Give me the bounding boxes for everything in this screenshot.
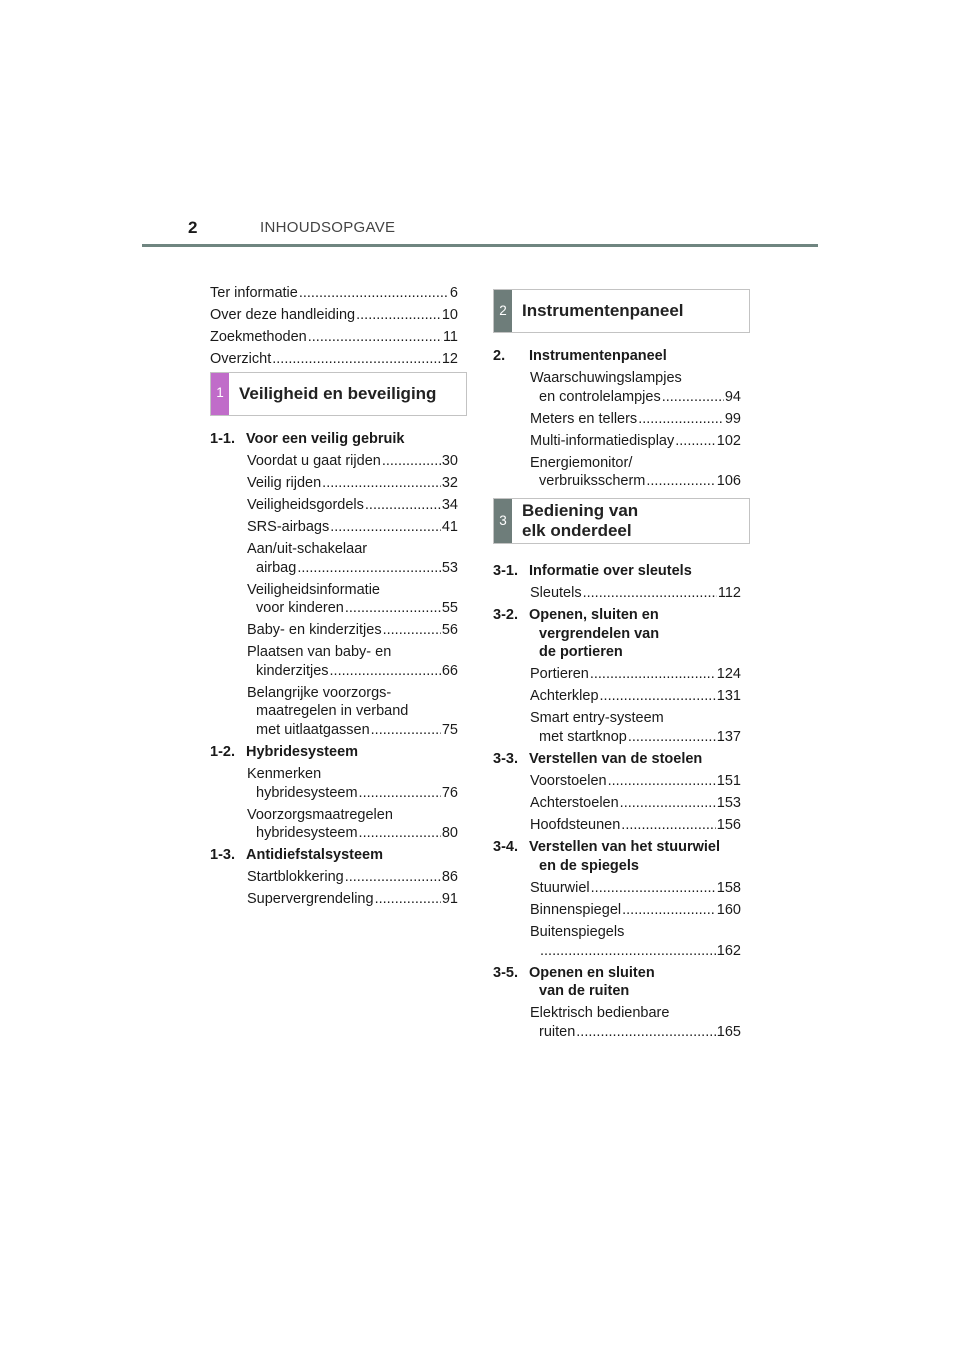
toc-entry[interactable]: Energiemonitor/ verbruiksscherm ..... 106: [530, 454, 741, 491]
toc-entry[interactable]: Smart entry-systeem met startknop ..... 137: [530, 709, 741, 746]
toc-entry[interactable]: SRS-airbags ..... 41: [247, 518, 458, 537]
toc-entry[interactable]: Veiligheidsgordels ..... 34: [247, 496, 458, 515]
section-tab-3: 3: [494, 499, 512, 543]
section-tab-1: 1: [211, 373, 229, 415]
page-number: 2: [188, 218, 198, 237]
toc-entry[interactable]: Waarschuwingslampjes en controlelampjes ..... 94: [530, 369, 741, 406]
toc-entry[interactable]: Voorstoelen ..... 151: [530, 772, 741, 791]
header-rule: [142, 244, 818, 247]
toc-entry[interactable]: Achterklep ..... 131: [530, 687, 741, 706]
toc-entry[interactable]: Baby- en kinderzitjes ..... 56: [247, 621, 458, 640]
section-heading-3[interactable]: [493, 498, 750, 544]
toc-entry[interactable]: Stuurwiel ..... 158: [530, 879, 741, 898]
toc-entry[interactable]: Overzicht ..... 12: [210, 350, 458, 369]
chapter-heading[interactable]: 3-5. Openen en sluiten van de ruiten: [493, 964, 655, 1000]
toc-entry[interactable]: Ter informatie ..... 6: [210, 284, 458, 303]
toc-entry[interactable]: Sleutels ..... 112: [530, 584, 741, 603]
toc-entry[interactable]: Achterstoelen ..... 153: [530, 794, 741, 813]
page-header: [142, 214, 818, 246]
toc-entry[interactable]: Supervergrendeling ..... 91: [247, 890, 458, 909]
toc-entry[interactable]: Kenmerken hybridesysteem ..... 76: [247, 765, 458, 802]
toc-entry[interactable]: Startblokkering ..... 86: [247, 868, 458, 887]
chapter-heading[interactable]: 3-1. Informatie over sleutels: [493, 562, 692, 579]
section-heading-2[interactable]: [493, 289, 750, 333]
chapter-heading[interactable]: 2. Instrumentenpaneel: [493, 348, 667, 364]
toc-entry[interactable]: Voorzorgsmaatregelen hybridesysteem ..... 80: [247, 806, 458, 843]
section-heading-1[interactable]: [210, 372, 467, 416]
toc-entry[interactable]: Meters en tellers ..... 99: [530, 410, 741, 429]
chapter-heading[interactable]: 3-3. Verstellen van de stoelen: [493, 750, 703, 767]
chapter-heading[interactable]: 3-4. Verstellen van het stuurwiel en de spiegels: [493, 839, 720, 874]
toc-entry[interactable]: Belangrijke voorzorgs- maatregelen in verband met uitlaatgassen ..... 75: [247, 684, 458, 740]
toc-entry[interactable]: Veilig rijden ..... 32: [247, 474, 458, 493]
toc-entry[interactable]: Multi-informatiedisplay ..... 102: [530, 432, 741, 451]
toc-entry[interactable]: Binnenspiegel ..... 160: [530, 901, 741, 920]
chapter-heading[interactable]: 1-2. Hybridesysteem: [210, 744, 359, 760]
section-title: Bediening van elk onderdeel: [522, 500, 639, 540]
toc-entry[interactable]: Elektrisch bedienbare ruiten ..... 165: [530, 1004, 741, 1041]
toc-entry[interactable]: Aan/uit-schakelaar airbag ..... 53: [247, 540, 458, 577]
toc-entry[interactable]: Portieren ..... 124: [530, 665, 741, 684]
toc-left-column: [210, 284, 458, 913]
toc-right-column: [493, 289, 741, 1045]
chapter-heading[interactable]: 3-2. Openen, sluiten en vergrendelen van de portieren: [493, 607, 660, 661]
chapter-heading[interactable]: 1-1. Voor een veilig gebruik: [210, 430, 405, 447]
toc-entry[interactable]: Buitenspiegels ..... 162: [530, 923, 741, 960]
toc-entry[interactable]: Voordat u gaat rijden ..... 30: [247, 452, 458, 471]
section-title: Veiligheid en beveiliging: [239, 383, 437, 403]
section-tab-2: 2: [494, 290, 512, 332]
toc-entry[interactable]: Plaatsen van baby- en kinderzitjes ..... 66: [247, 643, 458, 680]
chapter-heading[interactable]: 1-3. Antidiefstalsysteem: [210, 847, 383, 864]
toc-entry[interactable]: Zoekmethoden ..... 11: [210, 328, 458, 347]
section-title: Instrumentenpaneel: [522, 301, 684, 320]
toc-entry[interactable]: Hoofdsteunen ..... 156: [530, 816, 741, 835]
toc-entry[interactable]: Veiligheidsinformatie voor kinderen ..... 55: [247, 581, 458, 618]
header-title: INHOUDSOPGAVE: [260, 219, 396, 236]
toc-entry[interactable]: Over deze handleiding ..... 10: [210, 306, 458, 325]
